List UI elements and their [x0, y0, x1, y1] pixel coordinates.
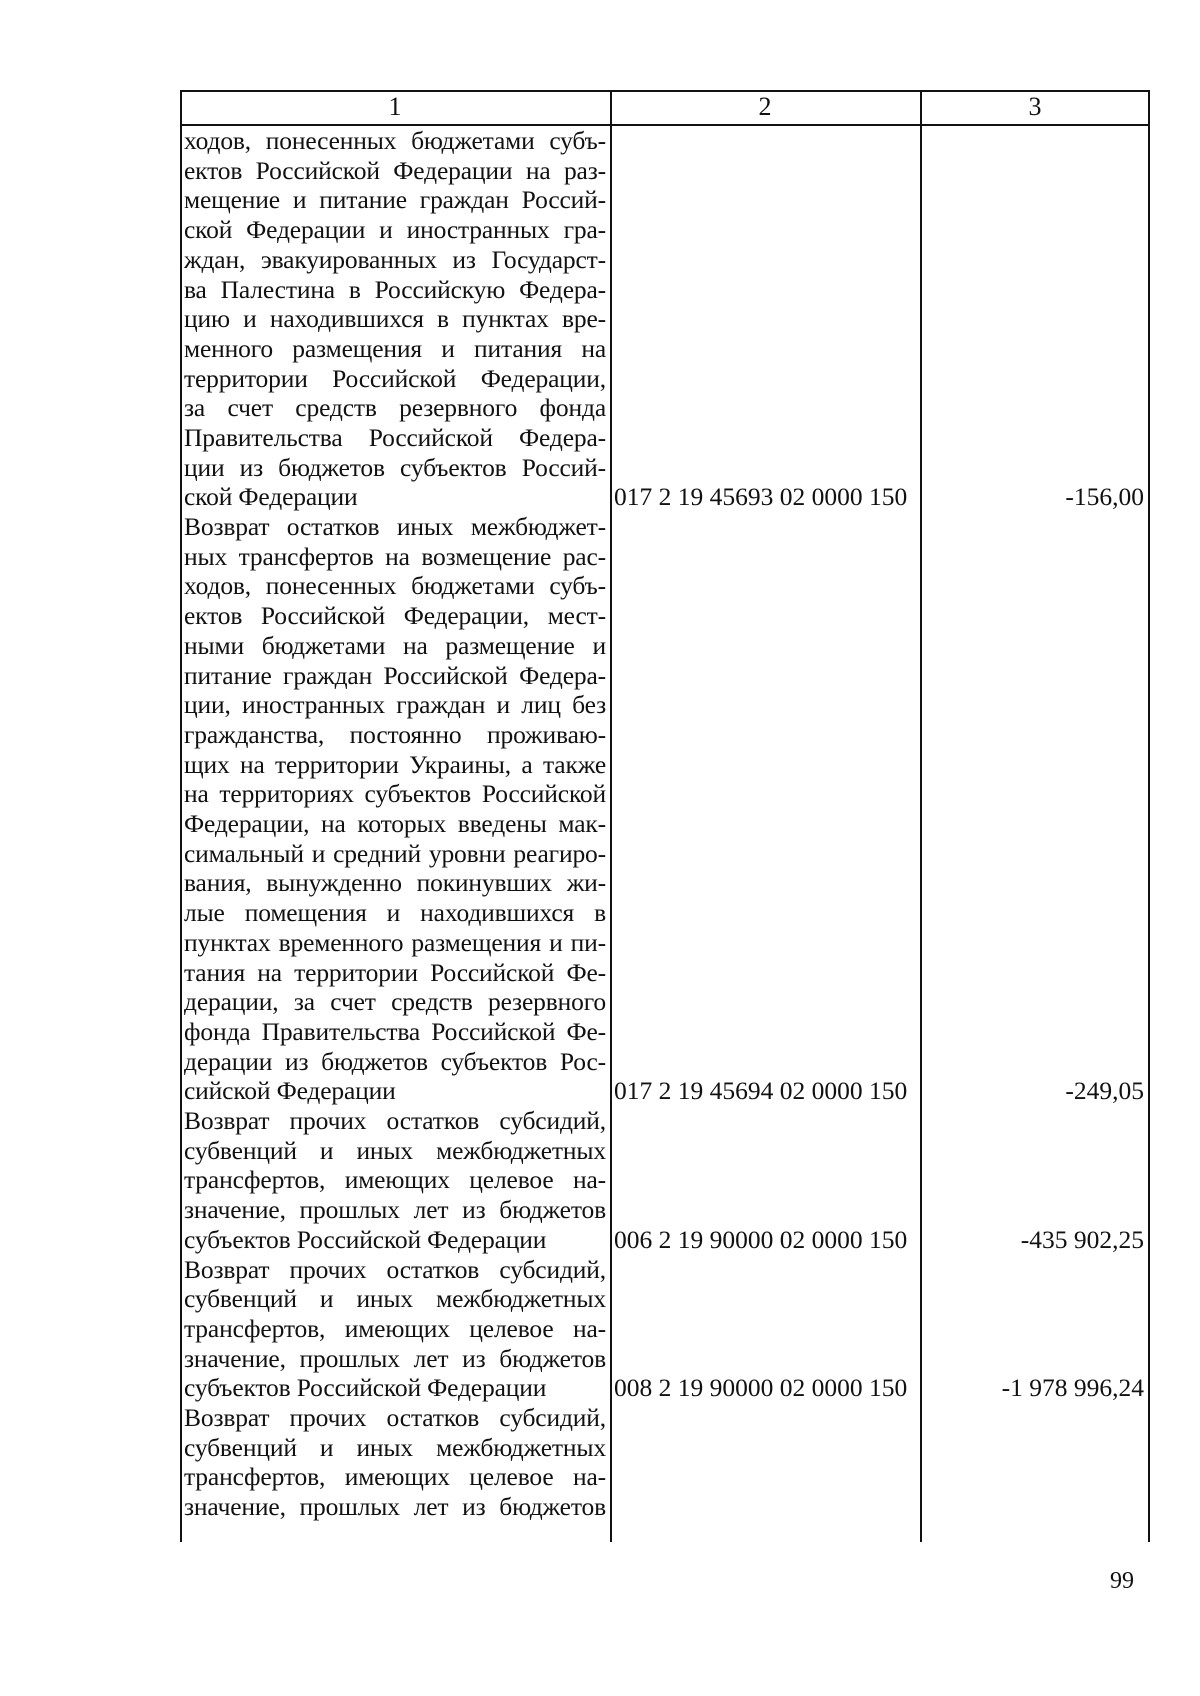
description-line: ными бюджетами на размещение и — [184, 630, 606, 660]
page-number: 99 — [1110, 1568, 1134, 1594]
description-line: лые помещения и находившихся в — [184, 898, 606, 928]
description-line: территории Российской Федерации, — [184, 363, 606, 393]
row-description — [184, 1106, 606, 1255]
description-line: значение, прошлых лет из бюджетов — [184, 1492, 606, 1522]
row-description — [184, 126, 606, 512]
description-line: ждан, эвакуированных из Государст- — [184, 244, 606, 274]
description-line: значение, прошлых лет из бюджетов — [184, 1343, 606, 1373]
column-header-1: 1 — [388, 92, 402, 121]
description-line: ции, иностранных граждан и лиц без — [184, 690, 606, 720]
description-line: Правительства Российской Федера- — [184, 423, 606, 453]
table-right-border — [1148, 90, 1150, 1542]
description-line: на территориях субъектов Российской — [184, 779, 606, 809]
amount-value: -1 978 996,24 — [1001, 1373, 1144, 1403]
column-divider-1 — [610, 90, 612, 1542]
description-line: трансфертов, имеющих целевое на- — [184, 1313, 606, 1343]
description-line: Возврат прочих остатков субсидий, — [184, 1106, 606, 1135]
budget-code: 006 2 19 90000 02 0000 150 — [614, 1224, 908, 1254]
description-line: цию и находившихся в пунктах вре- — [184, 304, 606, 334]
budget-code: 017 2 19 45693 02 0000 150 — [614, 482, 908, 512]
description-line: трансфертов, имеющих целевое на- — [184, 1165, 606, 1195]
description-line: ходов, понесенных бюджетами субъ- — [184, 126, 606, 155]
description-line: субвенций и иных межбюджетных — [184, 1135, 606, 1165]
description-line: фонда Правительства Российской Фе- — [184, 1016, 606, 1046]
description-line: Возврат прочих остатков субсидий, — [184, 1254, 606, 1284]
description-line: Возврат прочих остатков субсидий, — [184, 1403, 606, 1432]
budget-code: 017 2 19 45694 02 0000 150 — [614, 1076, 908, 1106]
description-line: субвенций и иных межбюджетных — [184, 1432, 606, 1462]
budget-code: 008 2 19 90000 02 0000 150 — [614, 1373, 908, 1403]
budget-table — [180, 90, 1150, 1542]
description-line: менного размещения и питания на — [184, 333, 606, 363]
amount-value: -249,05 — [1065, 1076, 1144, 1106]
row-description — [184, 1403, 606, 1522]
description-line: значение, прошлых лет из бюджетов — [184, 1195, 606, 1225]
description-line: гражданства, постоянно проживаю- — [184, 719, 606, 749]
description-line: ской Федерации и иностранных гра- — [184, 215, 606, 245]
description-line: ва Палестина в Российскую Федера- — [184, 274, 606, 304]
description-line: ской Федерации — [184, 482, 358, 512]
amount-value: -435 902,25 — [1020, 1224, 1144, 1254]
row-description — [184, 512, 606, 1106]
description-line: щих на территории Украины, а также — [184, 749, 606, 779]
description-line: симальный и средний уровни реагиро- — [184, 838, 606, 868]
description-line: ектов Российской Федерации, мест- — [184, 601, 606, 631]
description-line: питание граждан Российской Федера- — [184, 660, 606, 690]
description-line: дерации из бюджетов субъектов Рос- — [184, 1046, 606, 1076]
description-line: ектов Российской Федерации на раз- — [184, 155, 606, 185]
description-line: ходов, понесенных бюджетами субъ- — [184, 571, 606, 601]
row-description — [184, 1255, 606, 1404]
description-line: трансфертов, имеющих целевое на- — [184, 1462, 606, 1492]
column-header-2: 2 — [758, 92, 772, 121]
description-line: мещение и питание граждан Россий- — [184, 185, 606, 215]
description-line: сийской Федерации — [184, 1076, 396, 1106]
description-line: субвенций и иных межбюджетных — [184, 1284, 606, 1314]
table-left-border — [180, 90, 182, 1542]
amount-value: -156,00 — [1065, 482, 1144, 512]
description-line: вания, вынужденно покинувших жи- — [184, 868, 606, 898]
column-divider-2 — [920, 90, 922, 1542]
description-line: субъектов Российской Федерации — [184, 1224, 547, 1254]
description-line: Федерации, на которых введены мак- — [184, 809, 606, 839]
description-line: субъектов Российской Федерации — [184, 1373, 547, 1403]
description-line: Возврат остатков иных межбюджет- — [184, 512, 606, 541]
description-line: тания на территории Российской Фе- — [184, 957, 606, 987]
description-line: дерации, за счет средств резервного — [184, 987, 606, 1017]
description-line: пунктах временного размещения и пи- — [184, 927, 606, 957]
column-header-3: 3 — [1028, 92, 1042, 121]
description-line: за счет средств резервного фонда — [184, 393, 606, 423]
description-line: ции из бюджетов субъектов Россий- — [184, 452, 606, 482]
description-line: ных трансфертов на возмещение рас- — [184, 541, 606, 571]
